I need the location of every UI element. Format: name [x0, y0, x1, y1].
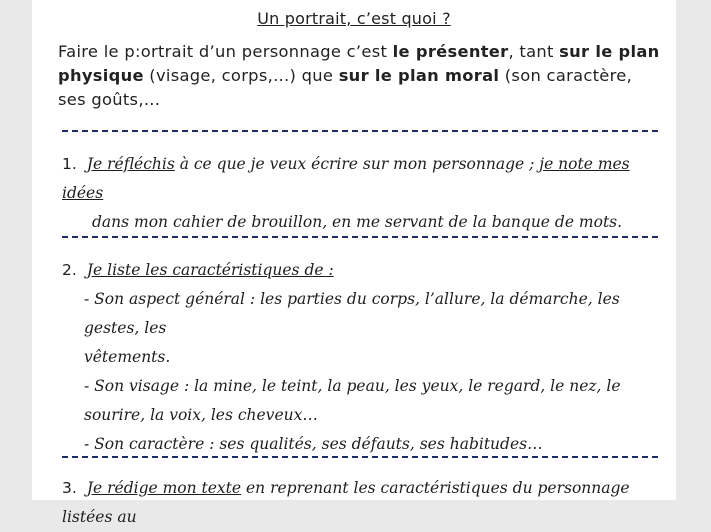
step-3: [62, 474, 658, 532]
step-1-underlined-2: je note mes idées: [62, 155, 630, 202]
intro-text-3: (visage, corps,...) que: [143, 66, 339, 85]
step-2-line-1: [62, 256, 658, 285]
step-1-underlined-1: Je réfléchis: [86, 155, 175, 173]
step-3-text: en reprenant les caractéristiques du personnage listées au: [62, 479, 630, 526]
step-3-number: 3.: [62, 479, 77, 497]
intro-bold-1: le présenter: [392, 42, 509, 61]
step-3-underlined: Je rédige mon texte: [86, 479, 242, 497]
intro-text-2: , tant: [508, 42, 560, 61]
intro-paragraph: [58, 40, 660, 112]
step-1-text-1: à ce que je veux écrire sur mon personnage ;: [174, 155, 540, 173]
step-2-heading: Je liste les caractéristiques de :: [86, 261, 334, 279]
step-1-number: 1.: [62, 155, 77, 173]
character-line: - Son caractère : ses qualités, ses défauts, ses habitudes…: [84, 435, 543, 453]
intro-text-1: Faire le p:ortrait d’un personnage c’est: [58, 42, 393, 61]
step-1: [62, 150, 658, 237]
dashed-separator-2: [62, 236, 658, 238]
worksheet-page: [32, 0, 676, 526]
step-1-line-2: dans mon cahier de brouillon, en me servant de la banque de mots.: [92, 213, 623, 231]
dashed-separator-3: [62, 456, 658, 458]
step-2-number: 2.: [62, 261, 77, 279]
step-3-line-1: [62, 474, 658, 532]
dashed-separator-1: [62, 130, 658, 132]
aspect-line-2: vêtements.: [84, 348, 171, 366]
intro-bold-2: sur le plan physique: [58, 42, 660, 85]
page-title: Un portrait, c’est quoi ?: [257, 9, 451, 28]
aspect-line-1: - Son aspect général : les parties du corps, l’allure, la démarche, les gestes, les: [84, 290, 620, 337]
face-line-2: sourire, la voix, les cheveux…: [84, 406, 318, 424]
intro-bold-3: sur le plan moral: [338, 66, 500, 85]
step-1-line-1: [62, 150, 658, 208]
intro-text-4: (son caractère, ses goûts,...: [58, 66, 633, 109]
step-2: [62, 256, 658, 459]
face-line-1: - Son visage : la mine, le teint, la peau, les yeux, le regard, le nez, le: [84, 377, 621, 395]
